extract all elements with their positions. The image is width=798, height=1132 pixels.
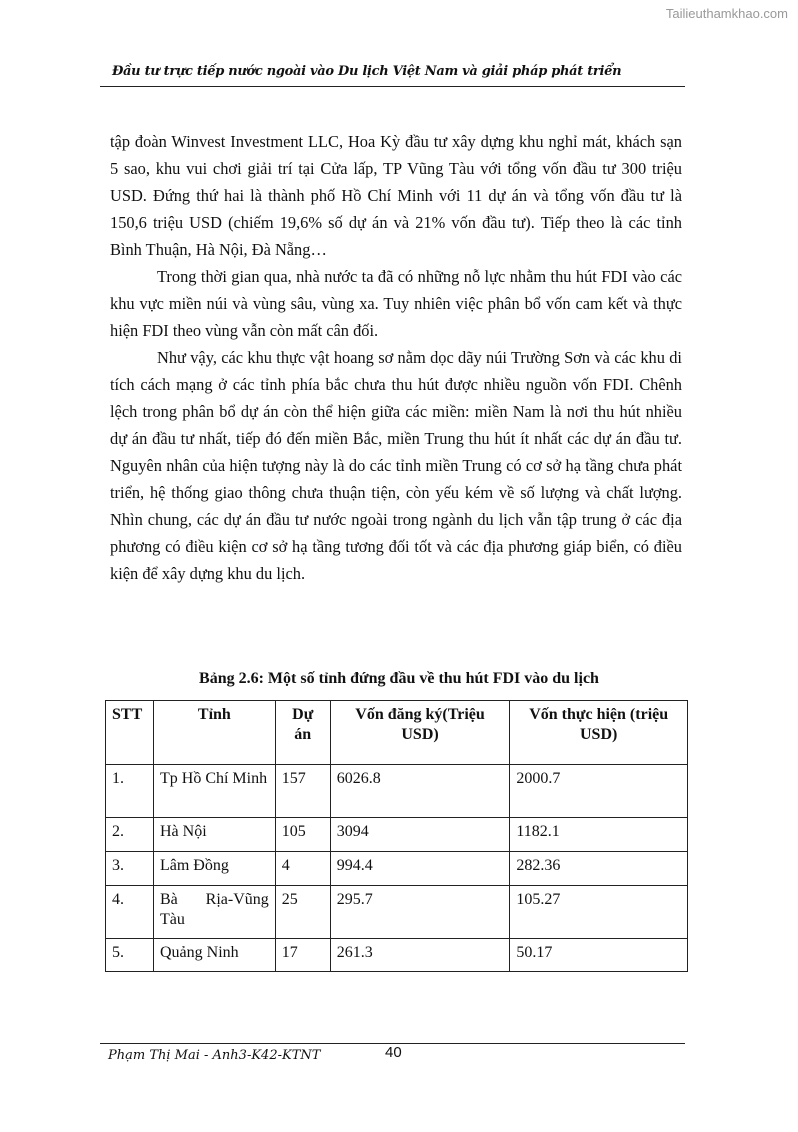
running-header: Đầu tư trực tiếp nước ngoài vào Du lịch Việt Nam và giải pháp phát triển bbox=[112, 64, 622, 79]
cell: Tp Hồ Chí Minh bbox=[153, 765, 275, 818]
footer-author: Phạm Thị Mai - Anh3-K42-KTNT bbox=[108, 1048, 321, 1063]
cell: 25 bbox=[275, 886, 330, 939]
watermark: Tailieuthamkhao.com bbox=[665, 6, 788, 21]
header-rule bbox=[100, 86, 685, 87]
header-stt: STT bbox=[106, 701, 154, 765]
cell: 17 bbox=[275, 939, 330, 972]
cell: 50.17 bbox=[510, 939, 688, 972]
cell: 282.36 bbox=[510, 852, 688, 886]
cell: 4 bbox=[275, 852, 330, 886]
cell: 4. bbox=[106, 886, 154, 939]
table-row bbox=[106, 765, 688, 818]
cell: Lâm Đồng bbox=[153, 852, 275, 886]
header-projects: Dự án bbox=[275, 701, 330, 765]
cell: Quảng Ninh bbox=[153, 939, 275, 972]
paragraph: Như vậy, các khu thực vật hoang sơ nằm dọc dãy núi Trường Sơn và các khu di tích cách mạng ở các tỉnh phía bắc chưa thu hút được nhiều nguồn vốn FDI. Chênh lệch trong phân bổ dự án còn thể hiện giữa các miền: miền Nam là nơi thu hút nhiều dự án đầu tư nhất, tiếp đó đến miền Bắc, miền Trung thu hút ít nhất các dự án đầu tư. Nguyên nhân của hiện tượng này là do các tỉnh miền Trung có cơ sở hạ tầng chưa phát triển, hệ thống giao thông chưa thuận tiện, còn yếu kém về số lượng và chất lượng. Nhìn chung, các dự án đầu tư nước ngoài trong ngành du lịch vẫn tập trung ở các địa phương có điều kiện cơ sở hạ tầng tương đối tốt và các địa phương giáp biển, có điều kiện để xây dựng khu du lịch. bbox=[110, 348, 682, 583]
header-province: Tỉnh bbox=[153, 701, 275, 765]
table-row bbox=[106, 818, 688, 852]
table-row bbox=[106, 852, 688, 886]
body-text bbox=[110, 128, 682, 587]
header-implemented: Vốn thực hiện (triệu USD) bbox=[510, 701, 688, 765]
cell: 295.7 bbox=[330, 886, 510, 939]
table-row bbox=[106, 939, 688, 972]
table-header-row bbox=[106, 701, 688, 765]
cell: 157 bbox=[275, 765, 330, 818]
cell: 2000.7 bbox=[510, 765, 688, 818]
table-row bbox=[106, 886, 688, 939]
cell: 105 bbox=[275, 818, 330, 852]
table-caption: Bảng 2.6: Một số tỉnh đứng đầu về thu hút FDI vào du lịch bbox=[199, 670, 599, 687]
paragraph: tập đoàn Winvest Investment LLC, Hoa Kỳ đầu tư xây dựng khu nghỉ mát, khách sạn 5 sao, khu vui chơi giải trí tại Cửa lấp, TP Vũng Tàu với tổng vốn đầu tư 300 triệu USD. Đứng thứ hai là thành phố Hồ Chí Minh với 11 dự án và tổng vốn đầu tư là 150,6 triệu USD (chiếm 19,6% số dự án và 21% vốn đầu tư). Tiếp theo là các tỉnh Bình Thuận, Hà Nội, Đà Nẵng… bbox=[110, 132, 682, 259]
cell: 5. bbox=[106, 939, 154, 972]
paragraph: Trong thời gian qua, nhà nước ta đã có những nỗ lực nhằm thu hút FDI vào các khu vực miền núi và vùng sâu, vùng xa. Tuy nhiên việc phân bổ vốn cam kết và thực hiện FDI theo vùng vẫn còn mất cân đối. bbox=[110, 267, 682, 340]
cell: Bà Rịa-Vũng Tàu bbox=[153, 886, 275, 939]
cell: 3. bbox=[106, 852, 154, 886]
cell: 6026.8 bbox=[330, 765, 510, 818]
cell: 994.4 bbox=[330, 852, 510, 886]
fdi-table bbox=[105, 700, 688, 972]
cell: 3094 bbox=[330, 818, 510, 852]
cell: 2. bbox=[106, 818, 154, 852]
cell: Hà Nội bbox=[153, 818, 275, 852]
cell: 261.3 bbox=[330, 939, 510, 972]
cell: 1182.1 bbox=[510, 818, 688, 852]
page-number: 40 bbox=[385, 1044, 402, 1061]
cell: 105.27 bbox=[510, 886, 688, 939]
header-registered: Vốn đăng ký(Triệu USD) bbox=[330, 701, 510, 765]
cell: 1. bbox=[106, 765, 154, 818]
